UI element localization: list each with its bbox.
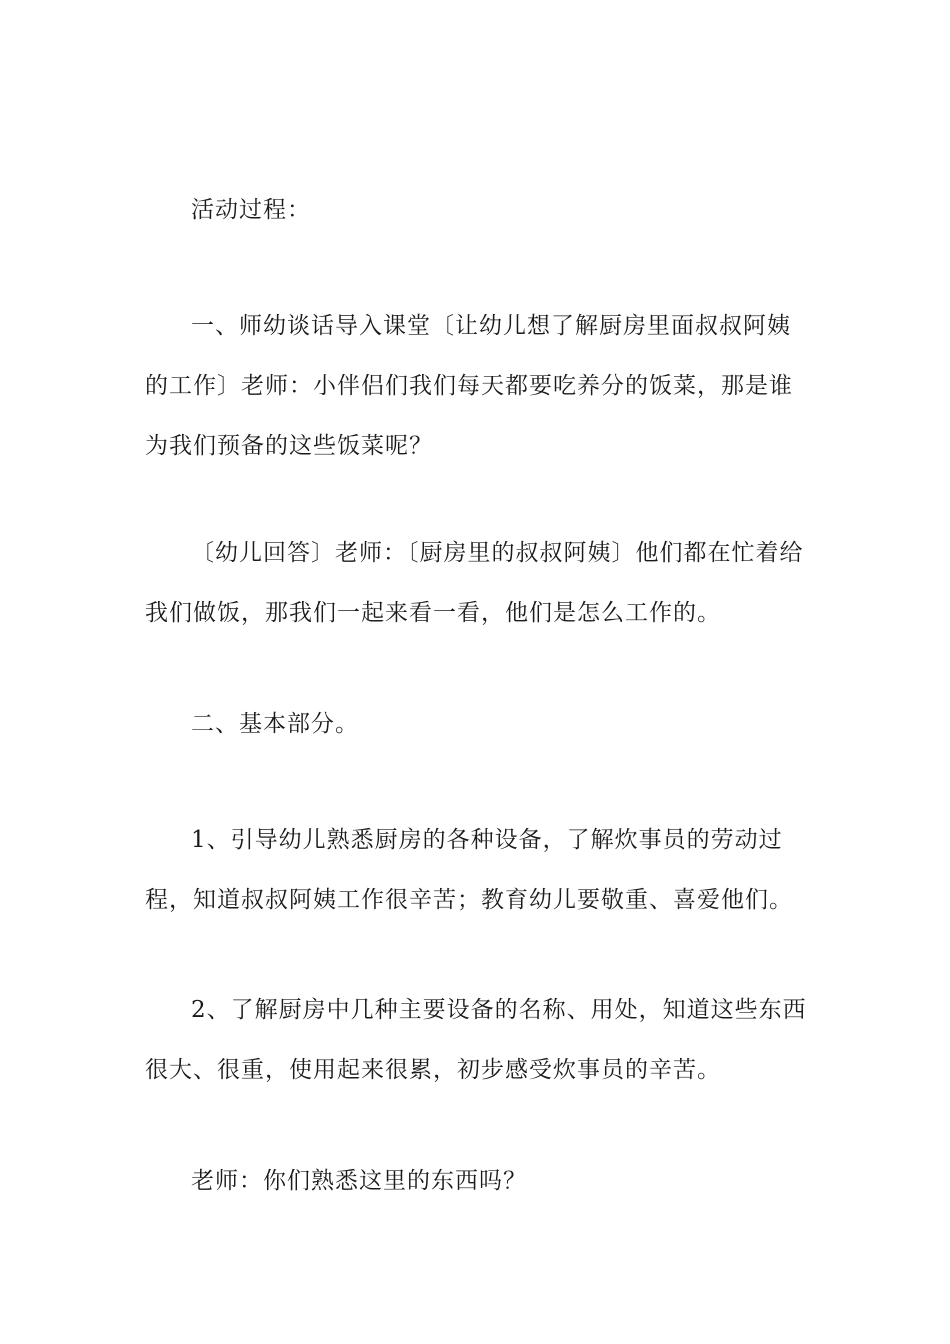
paragraph-intro-conversation: 一、师幼谈话导入课堂〔让幼儿想了解厨房里面叔叔阿姨的工作〕老师：小伴侣们我们每天都要吃养分的饭菜，那是谁为我们预备的这些饭菜呢？: [145, 313, 793, 459]
paragraph-item-2: 2、了解厨房中几种主要设备的名称、用处，知道这些东西很大、很重，使用起来很累，初步感受炊事员的辛苦。: [145, 997, 807, 1083]
paragraph-item-1: 1、引导幼儿熟悉厨房的各种设备，了解炊事员的劳动过程，知道叔叔阿姨工作很辛苦；教育幼儿要敬重、喜爱他们。: [145, 827, 793, 913]
paragraph-children-answer: 〔幼儿回答〕老师：〔厨房里的叔叔阿姨〕他们都在忙着给我们做饭，那我们一起来看一看，他们是怎么工作的。: [145, 540, 804, 626]
section-heading-activity-process: 活动过程：: [191, 197, 311, 223]
section-heading-basic-part: 二、基本部分。: [191, 711, 359, 737]
paragraph-teacher-question: 老师：你们熟悉这里的东西吗？: [191, 1168, 527, 1194]
